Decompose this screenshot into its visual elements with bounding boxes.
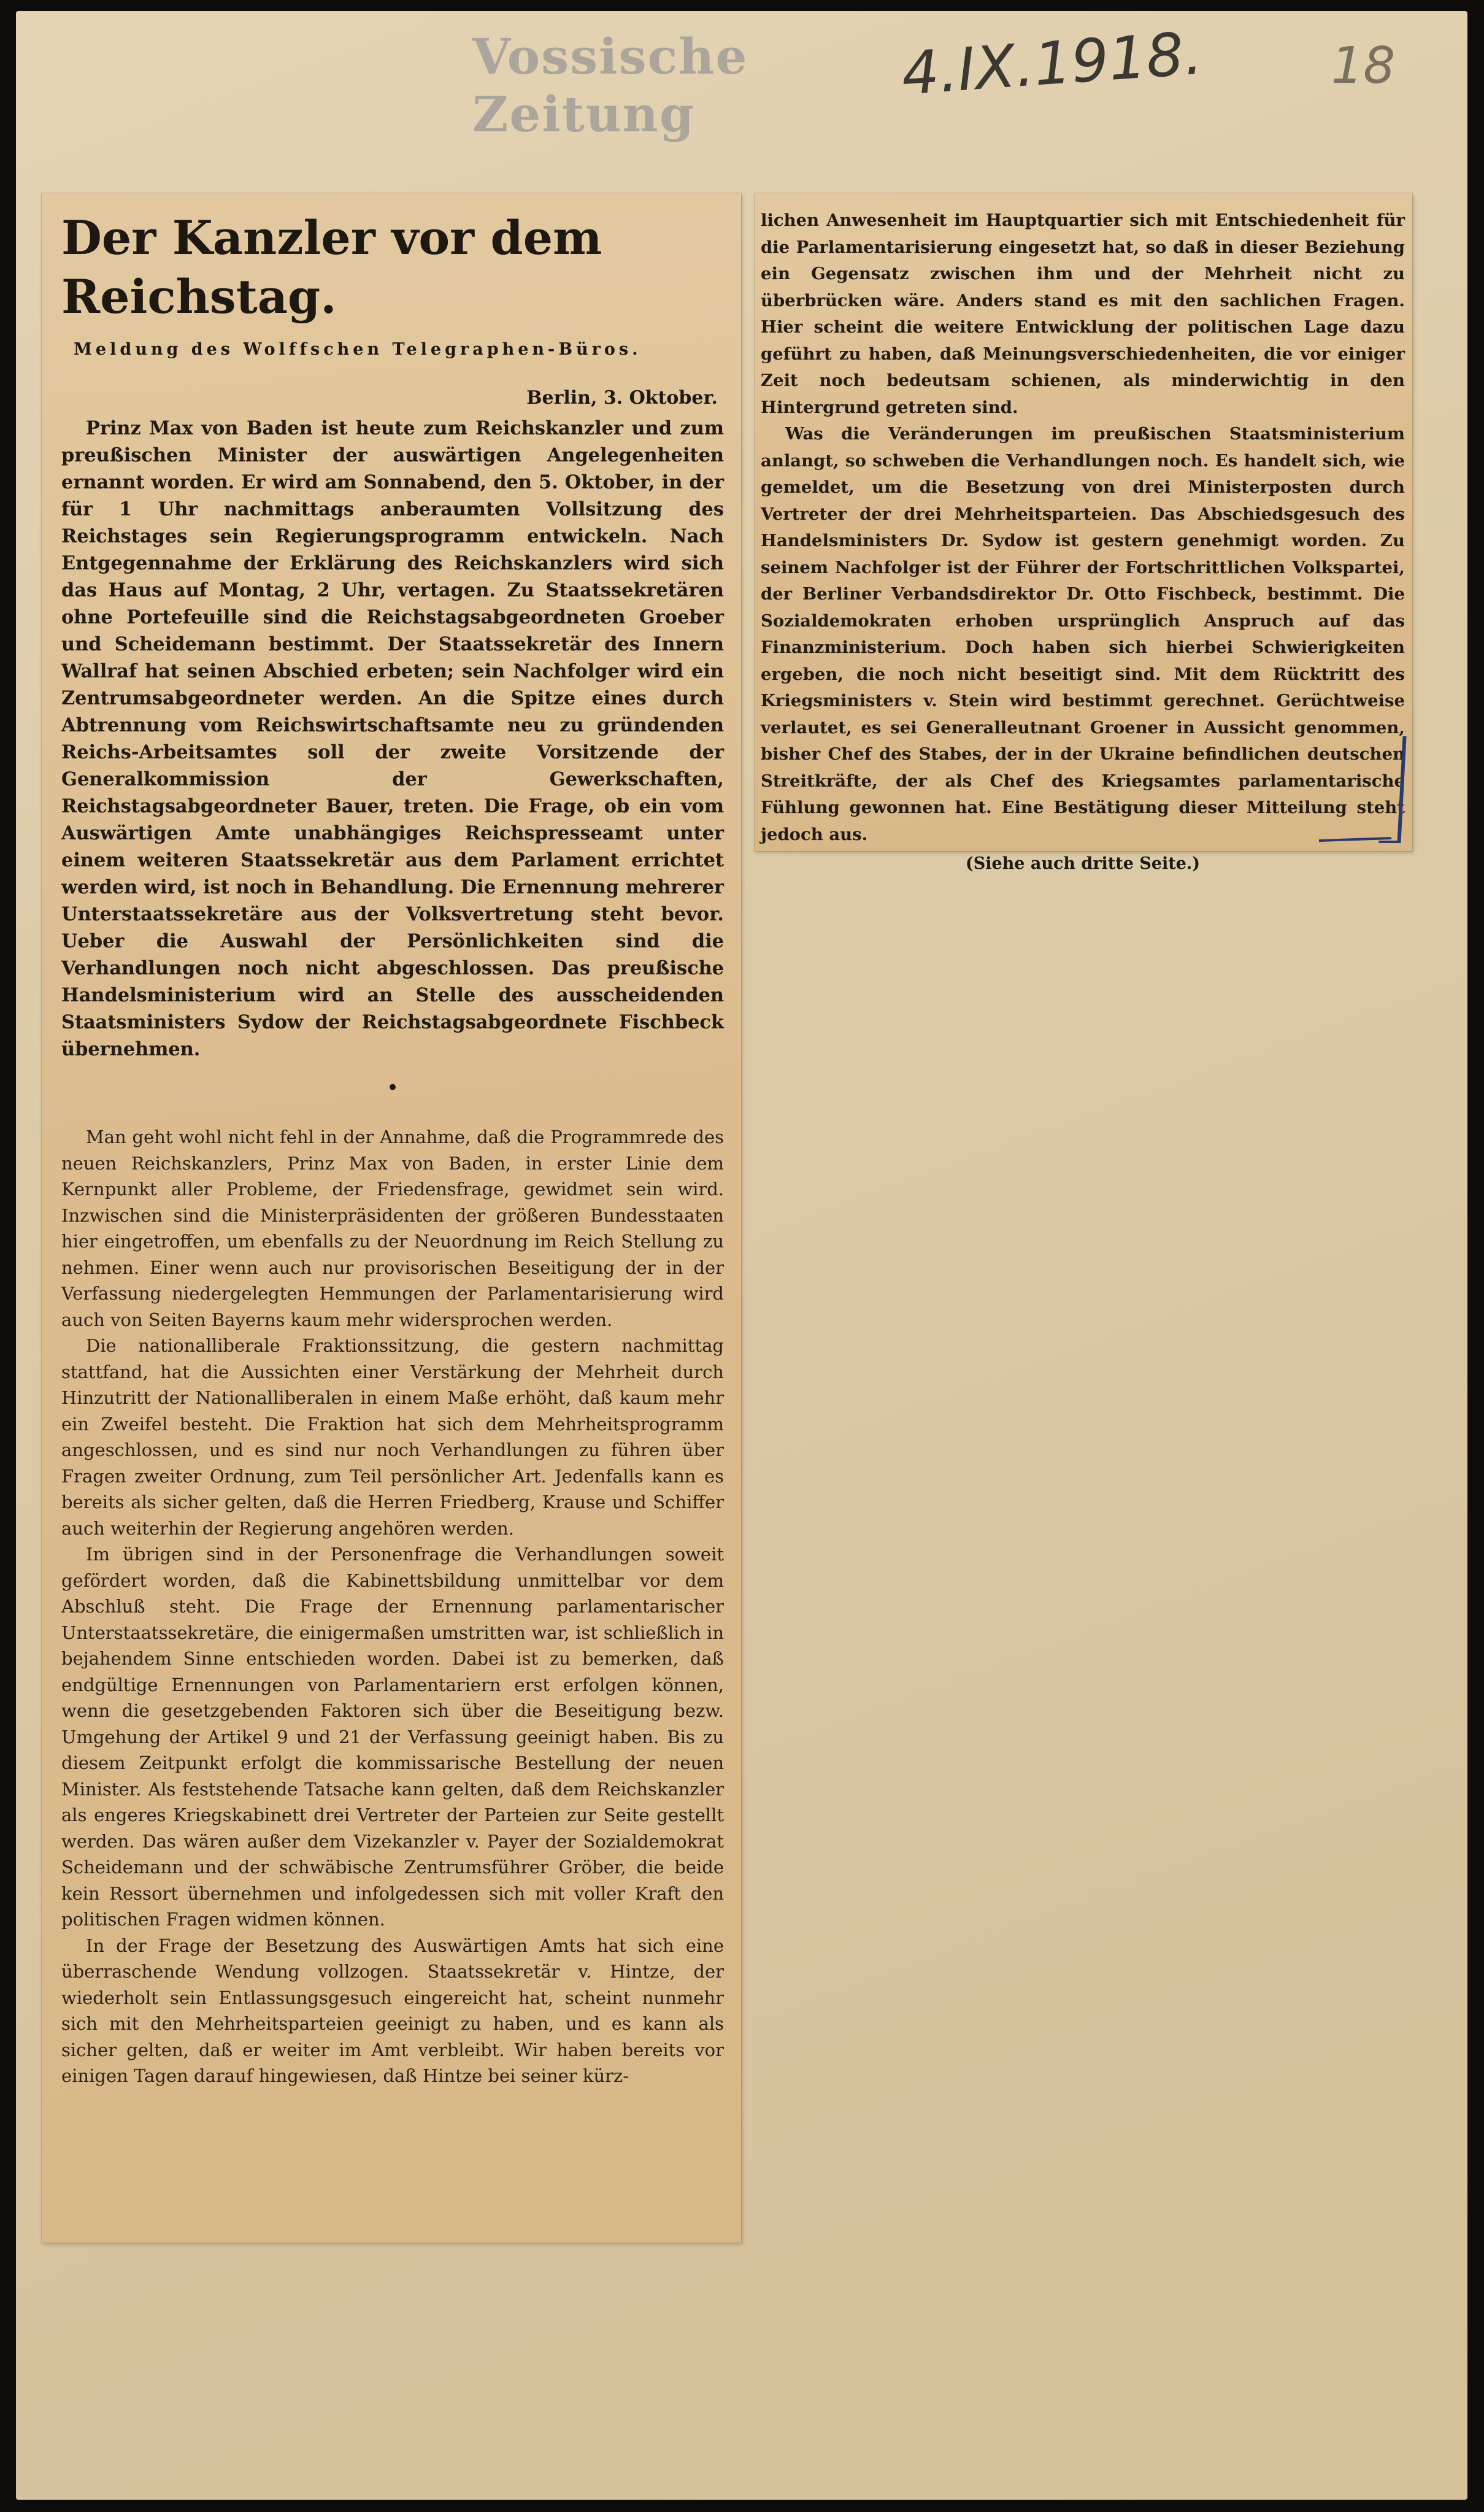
paragraph: Man geht wohl nicht fehl in der Annahme, daß die Programmrede des neuen Reichskanzlers, Prinz Max von Baden, in erster Linie dem Kernpunkt aller Probleme, der Friedensfrage, gewidmet sein wird. Inzwischen sind die Ministerpräsidenten der größeren Bundesstaaten hier eingetroffen, um ebenfalls zu der Neuordnung im Reich Stellung zu nehmen. Einer wenn auch nur provisorischen Beseitigung der in der Verfassung niedergelegten Hemmungen der Parlamentarisierung wird auch von Seiten Bayerns kaum mehr widersprochen werden. bbox=[61, 1127, 724, 1330]
paragraph: Im übrigen sind in der Personenfrage die Verhandlungen soweit gefördert worden, daß die Kabinettsbildung unmittelbar vor dem Abschluß steht. Die Frage der Ernennung parlamentarischer Unterstaatssekretäre, die einigermaßen umstritten war, ist schließlich in bejahendem Sinne entschieden worden. Dabei ist zu bemerken, daß endgültige Ernennungen von Parlamentariern erst erfolgen können, wenn die gesetzgebenden Faktoren sich über die Beseitigung bezw. Umgehung der Artikel 9 und 21 der Verfassung geeinigt haben. Bis zu diesem Zeitpunkt erfolgt die kommissarische Bestellung der neuen Minister. Als feststehende Tatsache kann gelten, daß dem Reichskanzler als engeres Kriegskabinett drei Vertreter der Parteien zur Seite gestellt werden. Das wären außer dem Vizekanzler v. Payer der Sozialdemokrat Scheidemann und der schwäbische Zentrumsführer Gröber, die beide kein Ressort übernehmen und infolgedessen sich mit voller Kraft den politischen Fragen widmen können. bbox=[61, 1544, 724, 1930]
paragraph: Die nationalliberale Fraktionssitzung, die gestern nachmittag stattfand, hat die Aussichten einer Verstärkung der Mehrheit durch Hinzutritt der Nationalliberalen in einem Maße erhöht, daß kaum mehr ein Zweifel besteht. Die Fraktion hat sich dem Mehrheitsprogramm angeschlossen, und es sind nur noch Verhandlungen zu führen über Fragen zweiter Ordnung, zum Teil persönlicher Art. Jedenfalls kann es bereits als sicher gelten, daß die Herren Friedberg, Krause und Schiffer auch weiterhin der Regierung angehören werden. bbox=[61, 1335, 724, 1539]
newspaper-stamp: Vossische Zeitung bbox=[472, 28, 748, 143]
paragraph: Was die Veränderungen im preußischen Staatsministerium anlangt, so schweben die Verhandlungen noch. Es handelt sich, wie gemeldet, um die Besetzung von drei Ministerposten durch Vertreter der drei Mehrheitsparteien. Das Abschiedsgesuch des Handelsministers Dr. Sydow ist gestern genehmigt worden. Zu seinem Nachfolger ist der Führer der Fortschrittlichen Volkspartei, der Berliner Verbandsdirektor Dr. Otto Fischbeck, bestimmt. Die Sozialdemokraten erhoben ursprünglich Anspruch auf das Finanzministerium. Doch haben sich hierbei Schwierigkeiten ergeben, die noch nicht beseitigt sind. Mit dem Rücktritt des Kriegsministers v. Stein wird bestimmt gerechnet. Gerüchtweise verlautet, es sei Generalleutnant Groener in Aussicht genommen, bisher Chef des Stabes, der in der Ukraine befindlichen deutschen Streitkräfte, der als Chef des Kriegsamtes parlamentarische Fühlung gewonnen hat. Eine Bestätigung dieser Mitteilung steht jedoch aus. bbox=[761, 424, 1405, 844]
handwritten-date: 4.IX.1918. bbox=[899, 18, 1205, 109]
page-number: 18 bbox=[1331, 37, 1396, 95]
paragraph: In der Frage der Besetzung des Auswärtigen Amts hat sich eine überraschende Wendung vollzogen. Staatssekretär v. Hintze, der wiederholt sein Entlassungsgesuch eingereicht hat, scheint nunmehr sich mit den Mehrheitsparteien geeinigt zu haben, und es kann als sicher gelten, daß er weiter im Amt verbleibt. Wir haben bereits vor einigen Tagen darauf hingewiesen, daß Hintze bei seiner kürz- bbox=[61, 1935, 724, 2086]
wire-source: Meldung des Wolffschen Telegraphen-Büros. bbox=[74, 340, 642, 359]
article-column-right bbox=[761, 207, 1405, 877]
separator-dot: • bbox=[386, 1076, 399, 1100]
see-also-note: (Siehe auch dritte Seite.) bbox=[965, 854, 1201, 873]
article-headline: Der Kanzler vor dem Reichstag. bbox=[61, 210, 602, 324]
article-column-left bbox=[61, 209, 724, 2089]
paragraph: lichen Anwesenheit im Hauptquartier sich mit Entschiedenheit für die Parlamentarisierung eingesetzt hat, so daß in dieser Beziehung ein Gegensatz zwischen ihm und der Mehrheit nicht zu überbrücken wäre. Anders stand es mit den sachlichen Fragen. Hier scheint die weitere Entwicklung der politischen Lage dazu geführt zu haben, daß Meinungsverschiedenheiten, die vor einiger Zeit noch bedeutsam schienen, als minderwichtig in den Hintergrund getreten sind. bbox=[761, 210, 1405, 417]
paragraph: Prinz Max von Baden ist heute zum Reichskanzler und zum preußischen Minister der auswärtigen Angelegenheiten ernannt worden. Er wird am Sonnabend, den 5. Oktober, in der für 1 Uhr nachmittags anberaumten Vollsitzung des Reichstages sein Regierungsprogramm entwickeln. Nach Entgegennahme der Erklärung des Reichskanzlers wird sich das Haus auf Montag, 2 Uhr, vertagen. Zu Staatssekretären ohne Portefeuille sind die Reichstagsabgeordneten Groeber und Scheidemann bestimmt. Der Staatssekretär des Innern Wallraf hat seinen Abschied erbeten; sein Nachfolger wird ein Zentrumsabgeordneter werden. An die Spitze eines durch Abtrennung vom Reichswirtschaftsamte neu zu gründenden Reichs-Arbeitsamtes soll der zweite Vorsitzende der Generalkommission der Gewerkschaften, Reichstagsabgeordneter Bauer, treten. Die Frage, ob ein vom Auswärtigen Amte unabhängiges Reichspresseamt unter einem weiteren Staatssekretär aus dem Parlament errichtet werden wird, ist noch in Behandlung. Die Ernennung mehrerer Unterstaatssekretäre aus der Volksvertretung steht bevor. Ueber die Auswahl der Persönlichkeiten sind die Verhandlungen noch nicht abgeschlossen. Das preußische Handelsministerium wird an Stelle des ausscheidenden Staatsministers Sydow der Reichstagsabgeordnete Fischbeck übernehmen. bbox=[61, 417, 724, 1060]
dateline: Berlin, 3. Oktober. bbox=[526, 387, 718, 409]
